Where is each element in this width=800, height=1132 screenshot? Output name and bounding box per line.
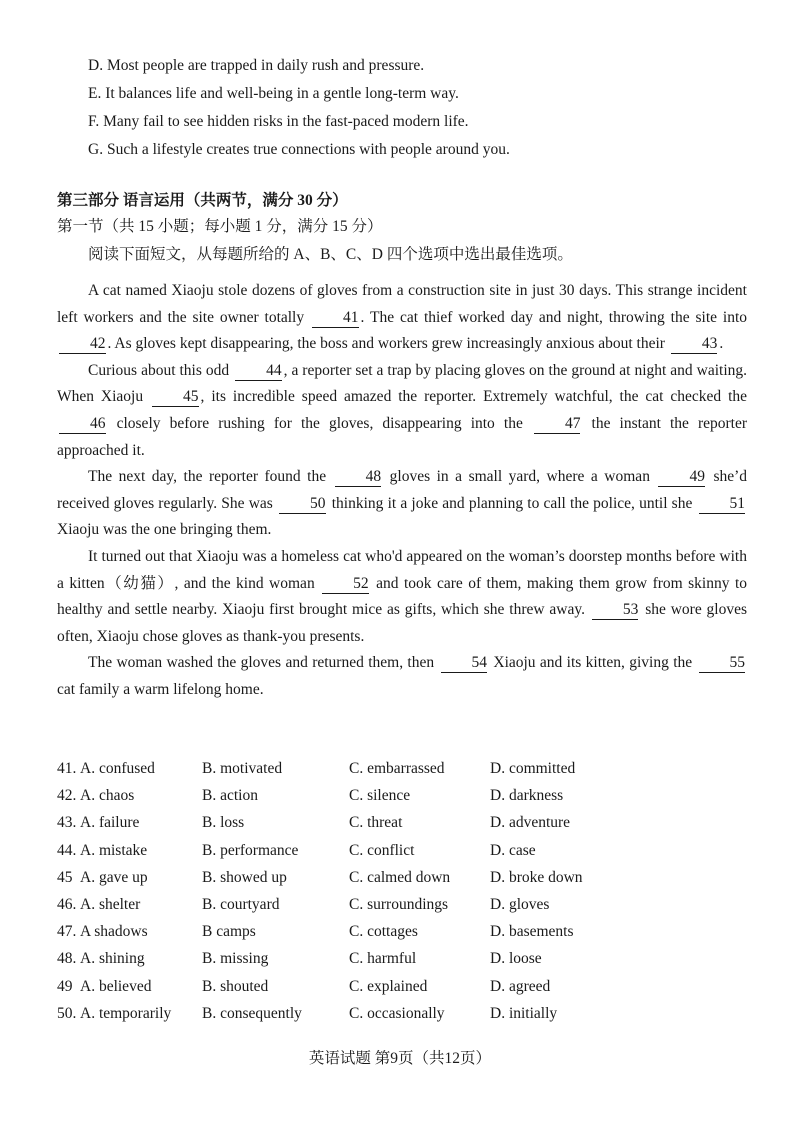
option-b: B. motivated	[202, 760, 283, 777]
passage-text: Xiaoju was the one bringing them.	[57, 521, 272, 539]
option-f: F. Many fail to see hidden risks in the fast-paced modern life.	[88, 113, 469, 130]
choice-row-50	[57, 1005, 747, 1032]
section-instruction: 阅读下面短文，从每题所给的 A、B、C、D 四个选项中选出最佳选项。	[88, 246, 573, 263]
option-b: B. showed up	[202, 868, 287, 886]
blank-46: 46	[59, 415, 106, 434]
passage-text: . As gloves kept disappearing, the boss and workers grew increasingly anxious about their	[107, 335, 665, 353]
blank-43: 43	[671, 335, 718, 354]
choice-row-46	[57, 896, 747, 923]
option-d: D. loose	[490, 950, 542, 968]
blank-47: 47	[534, 415, 581, 434]
passage-paragraph-5	[57, 650, 747, 703]
passage-text: , a reporter set a trap by placing gloves on the ground at night and waiting. When Xiaoju	[57, 361, 748, 406]
passage-text: The woman washed the gloves and returned them, then	[88, 654, 435, 672]
option-a: A. mistake	[80, 841, 148, 859]
passage-text: gloves in a small yard, where a woman	[389, 468, 650, 486]
passage-text: the instant the reporter approached it.	[57, 414, 748, 459]
option-a: A. failure	[80, 814, 140, 832]
passage-paragraph-1	[57, 278, 747, 358]
blank-42: 42	[59, 335, 106, 354]
cloze-passage	[57, 278, 747, 704]
option-d: D. Most people are trapped in daily rush and pressure.	[88, 57, 425, 74]
question-number: 41.	[57, 760, 77, 777]
question-number: 46.	[57, 895, 77, 913]
passage-text: cat family a warm lifelong home.	[57, 680, 264, 698]
option-a: A. believed	[80, 977, 152, 995]
question-number: 45	[57, 868, 73, 886]
option-d: D. adventure	[490, 814, 571, 832]
passage-text: Curious about this odd	[88, 361, 230, 379]
option-b: B camps	[202, 923, 256, 941]
option-d: D. broke down	[490, 868, 583, 886]
option-b: B. performance	[202, 841, 299, 859]
option-d: D. basements	[490, 923, 574, 941]
question-number: 43.	[57, 814, 77, 832]
option-b: B. shouted	[202, 977, 269, 995]
option-c: C. silence	[349, 787, 411, 805]
choice-row-42	[57, 787, 747, 814]
choice-row-45	[57, 869, 747, 896]
section-subtitle: 第一节（共 15 小题；每小题 1 分，满分 15 分）	[57, 218, 383, 235]
option-a: A. shelter	[80, 895, 141, 913]
passage-text: Xiaoju and its kitten, giving the	[493, 654, 693, 672]
option-a: A shadows	[80, 923, 148, 941]
option-c: C. threat	[349, 814, 403, 832]
option-c: C. surroundings	[349, 895, 449, 913]
option-a: A. confused	[80, 760, 155, 777]
blank-54: 54	[441, 654, 488, 673]
page-footer: 英语试题 第9页（共12页）	[308, 1050, 492, 1067]
option-d: D. agreed	[490, 977, 551, 995]
passage-text: . The cat thief worked day and night, throwing the site into	[360, 308, 748, 326]
passage-text: .	[719, 335, 724, 353]
question-number: 47.	[57, 923, 77, 941]
option-d: D. case	[490, 841, 536, 859]
option-c: C. calmed down	[349, 868, 451, 886]
option-a: A. gave up	[80, 868, 148, 886]
choice-row-49	[57, 978, 747, 1005]
option-d: D. initially	[490, 1004, 558, 1022]
blank-53: 53	[592, 601, 639, 620]
section-title: 第三部分 语言运用（共两节，满分 30 分）	[57, 192, 348, 209]
option-b: B. consequently	[202, 1004, 302, 1022]
answer-choices	[57, 760, 747, 1032]
choice-row-41	[57, 760, 747, 787]
passage-text: she’d received gloves regularly. She was	[57, 468, 748, 512]
option-d: D. gloves	[490, 895, 550, 913]
option-c: C. cottages	[349, 923, 418, 941]
option-g: G. Such a lifestyle creates true connections with people around you.	[88, 141, 510, 158]
choice-row-43	[57, 814, 747, 841]
choice-row-44	[57, 842, 747, 869]
option-a: A. shining	[80, 950, 145, 968]
option-d: D. committed	[490, 760, 576, 777]
blank-50: 50	[279, 495, 326, 514]
choice-row-48	[57, 950, 747, 977]
passage-text: A cat named Xiaoju stole dozens of gloves from a construction site in just 30 days. This strange incident left workers and the site owner totally	[57, 282, 747, 326]
blank-41: 41	[312, 309, 359, 328]
passage-paragraph-4	[57, 544, 747, 650]
passage-text: The next day, the reporter found the	[88, 468, 327, 486]
option-c: C. explained	[349, 977, 428, 995]
option-c: C. conflict	[349, 841, 415, 859]
blank-44: 44	[235, 362, 282, 381]
passage-text: closely before rushing for the gloves, disappearing into the	[116, 414, 523, 432]
blank-52: 52	[322, 575, 369, 594]
question-number: 42.	[57, 787, 77, 805]
question-number: 49	[57, 977, 73, 995]
passage-paragraph-2	[57, 358, 747, 464]
passage-paragraph-3	[57, 464, 747, 544]
option-a: A. chaos	[80, 787, 135, 805]
option-c: C. occasionally	[349, 1004, 445, 1022]
passage-text: and took care of them, making them grow from skinny to healthy and settle nearby. Xiaoju first brought mice as gifts, which she threw away.	[57, 574, 747, 619]
option-d: D. darkness	[490, 787, 564, 805]
passage-text: she wore gloves often, Xiaoju chose gloves as thank-you presents.	[57, 601, 748, 645]
option-b: B. missing	[202, 950, 269, 968]
question-number: 44.	[57, 841, 77, 859]
choice-row-47	[57, 923, 747, 950]
blank-49: 49	[658, 468, 705, 487]
passage-text: It turned out that Xiaoju was a homeless cat who'd appeared on the woman’s doorstep months before with a kitten（幼猫）, and the kind woman	[57, 547, 747, 592]
option-a: A. temporarily	[80, 1004, 172, 1022]
passage-text: , its incredible speed amazed the reporter. Extremely watchful, the cat checked the	[200, 388, 748, 406]
blank-55: 55	[699, 654, 746, 673]
option-e: E. It balances life and well-being in a gentle long-term way.	[88, 85, 459, 102]
option-c: C. harmful	[349, 950, 417, 968]
question-number: 50.	[57, 1004, 77, 1022]
blank-45: 45	[152, 388, 199, 407]
option-b: B. loss	[202, 814, 245, 832]
blank-51: 51	[699, 495, 746, 514]
passage-text: thinking it a joke and planning to call the police, until she	[331, 494, 693, 512]
question-number: 48.	[57, 950, 77, 968]
blank-48: 48	[335, 468, 382, 487]
option-c: C. embarrassed	[349, 760, 445, 777]
option-b: B. courtyard	[202, 895, 280, 913]
option-b: B. action	[202, 787, 258, 805]
